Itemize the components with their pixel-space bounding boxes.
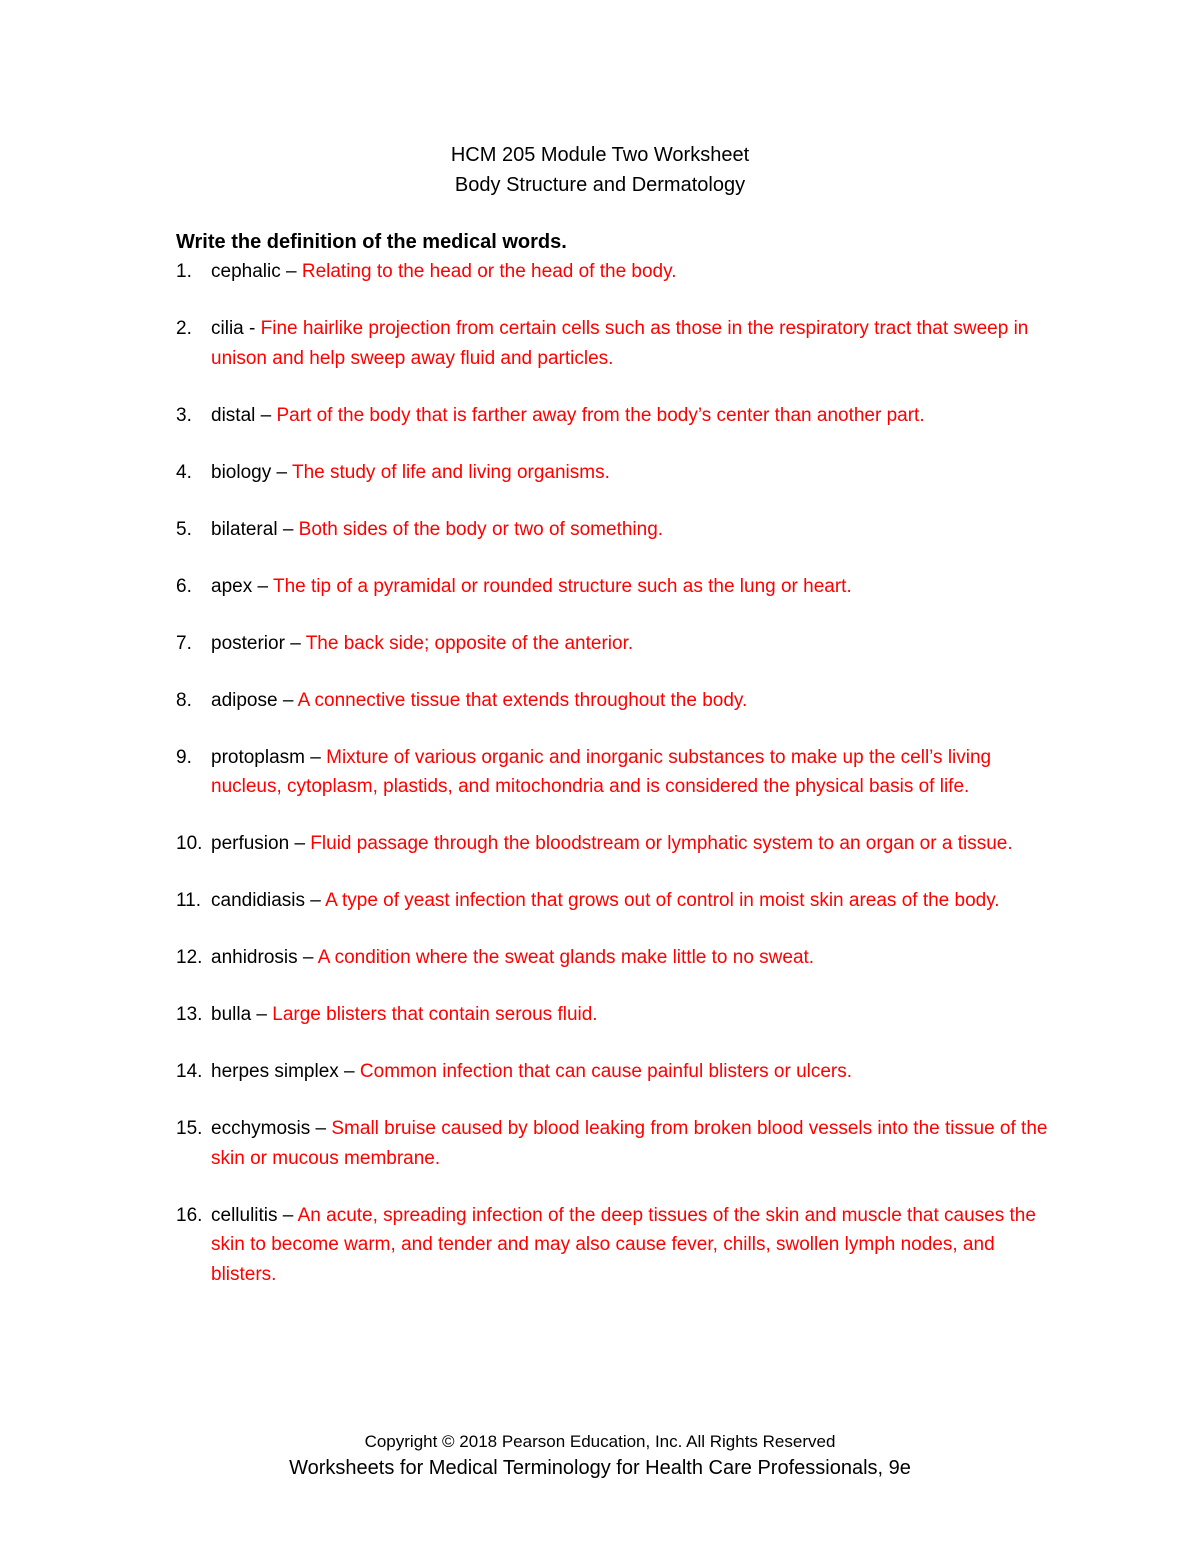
term-separator: – bbox=[280, 261, 302, 282]
term-item bbox=[176, 943, 1056, 973]
term-definition: Common infection that can cause painful blisters or ulcers. bbox=[359, 1061, 853, 1082]
term-item bbox=[176, 686, 1056, 716]
term-separator: – bbox=[252, 575, 273, 597]
term-number: 2. bbox=[176, 318, 192, 339]
term-definition: Fluid passage through the bloodstream or lymphatic system to an organ or a tissue. bbox=[310, 833, 1013, 854]
worksheet-subtitle: Body Structure and Dermatology bbox=[454, 174, 746, 196]
term-separator: – bbox=[305, 746, 327, 768]
term-number: 1. bbox=[176, 261, 192, 282]
term-word: bulla bbox=[211, 1004, 252, 1025]
term-word: distal bbox=[211, 404, 256, 426]
term-definition: A type of yeast infection that grows out of control in moist skin areas of the body. bbox=[325, 890, 1000, 911]
term-word: bilateral bbox=[211, 518, 278, 540]
term-separator: – bbox=[310, 1118, 332, 1139]
term-definition: Relating to the head or the head of the body. bbox=[301, 261, 677, 282]
term-definition: Mixture of various organic and inorganic substances to make up the cell’s living nucleus, cytoplasm, plastids, and mitochondria and is considered the physical basis of life. bbox=[211, 746, 992, 797]
book-title-text: Worksheets for Medical Terminology for Health Care Professionals, 9e bbox=[289, 1457, 911, 1479]
term-item bbox=[176, 1000, 1056, 1030]
term-item bbox=[176, 458, 1056, 488]
term-definition: The tip of a pyramidal or rounded structure such as the lung or heart. bbox=[272, 575, 852, 597]
copyright-text: Copyright © 2018 Pearson Education, Inc. All Rights Reserved bbox=[364, 1432, 836, 1451]
term-separator: – bbox=[277, 689, 298, 711]
term-separator: - bbox=[243, 318, 261, 339]
term-item bbox=[176, 572, 1056, 602]
term-definition: A condition where the sweat glands make little to no sweat. bbox=[317, 947, 815, 968]
term-separator: – bbox=[305, 890, 326, 911]
term-word: perfusion bbox=[211, 833, 290, 854]
term-number: 8. bbox=[176, 689, 192, 711]
term-number: 12. bbox=[176, 947, 203, 968]
term-number: 5. bbox=[176, 518, 192, 540]
term-word: apex bbox=[211, 575, 253, 597]
term-item bbox=[176, 401, 1056, 431]
term-number: 6. bbox=[176, 575, 192, 597]
term-number: 10. bbox=[176, 833, 203, 854]
worksheet-title: HCM 205 Module Two Worksheet bbox=[450, 144, 750, 166]
instruction-text: Write the definition of the medical words. bbox=[176, 231, 567, 253]
term-word: biology bbox=[211, 461, 272, 483]
term-item bbox=[176, 314, 1056, 373]
term-definition: An acute, spreading infection of the deep tissues of the skin and muscle that causes the skin to become warm, and tender and may also cause fever, chills, swollen lymph nodes, and blisters. bbox=[211, 1204, 1036, 1285]
term-definition: Both sides of the body or two of something. bbox=[298, 518, 664, 540]
term-word: adipose bbox=[211, 689, 278, 711]
term-number: 4. bbox=[176, 461, 192, 483]
title-block bbox=[0, 140, 1200, 200]
term-separator: – bbox=[251, 1004, 273, 1025]
term-separator: – bbox=[297, 947, 318, 968]
term-item bbox=[176, 1114, 1056, 1173]
term-definition: A connective tissue that extends throughout the body. bbox=[297, 689, 748, 711]
term-definition: Part of the body that is farther away from the body’s center than another part. bbox=[276, 404, 925, 426]
term-number: 13. bbox=[176, 1004, 203, 1025]
terms-list bbox=[176, 257, 1056, 1317]
term-definition: The back side; opposite of the anterior. bbox=[305, 632, 634, 654]
term-separator: – bbox=[277, 1204, 298, 1226]
term-definition: Small bruise caused by blood leaking from broken blood vessels into the tissue of the skin or mucous membrane. bbox=[211, 1118, 1048, 1169]
term-word: candidiasis bbox=[211, 890, 305, 911]
term-separator: – bbox=[338, 1061, 360, 1082]
term-separator: – bbox=[277, 518, 299, 540]
term-definition: The study of life and living organisms. bbox=[292, 461, 610, 483]
term-item bbox=[176, 829, 1056, 859]
term-word: protoplasm bbox=[211, 746, 305, 768]
term-number: 16. bbox=[176, 1204, 203, 1226]
page-footer bbox=[0, 1430, 1200, 1482]
term-number: 15. bbox=[176, 1118, 203, 1139]
term-item bbox=[176, 629, 1056, 659]
term-item bbox=[176, 743, 1056, 802]
term-separator: – bbox=[289, 833, 311, 854]
term-word: posterior bbox=[211, 632, 285, 654]
term-word: cephalic bbox=[211, 261, 281, 282]
term-word: ecchymosis bbox=[211, 1118, 311, 1139]
term-number: 14. bbox=[176, 1061, 203, 1082]
term-item bbox=[176, 1201, 1056, 1290]
term-separator: – bbox=[271, 461, 292, 483]
term-number: 3. bbox=[176, 404, 192, 426]
term-word: anhidrosis bbox=[211, 947, 298, 968]
term-definition: Large blisters that contain serous fluid. bbox=[272, 1004, 598, 1025]
term-separator: – bbox=[284, 632, 306, 654]
term-word: herpes simplex bbox=[211, 1061, 339, 1082]
term-word: cilia bbox=[211, 318, 244, 339]
term-item bbox=[176, 515, 1056, 545]
term-number: 7. bbox=[176, 632, 192, 654]
term-item bbox=[176, 1057, 1056, 1087]
term-number: 9. bbox=[176, 746, 192, 768]
term-number: 11. bbox=[176, 890, 202, 911]
term-item bbox=[176, 257, 1056, 287]
term-item bbox=[176, 886, 1056, 916]
term-word: cellulitis bbox=[211, 1204, 278, 1226]
term-definition: Fine hairlike projection from certain cells such as those in the respiratory tract that sweep in unison and help sweep away fluid and particles. bbox=[211, 318, 1029, 369]
term-separator: – bbox=[255, 404, 277, 426]
